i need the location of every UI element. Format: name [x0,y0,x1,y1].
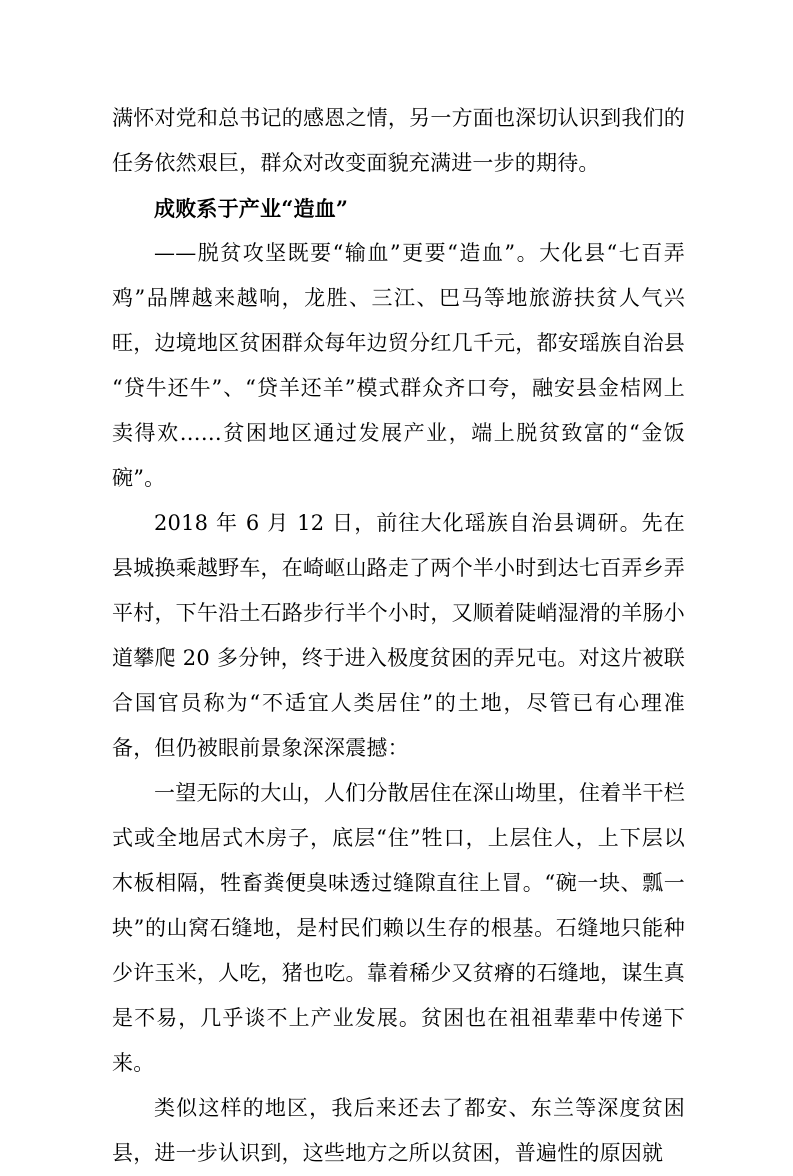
document-body [112,96,685,1176]
paragraph-similar-regions: 类似这样的地区，我后来还去了都安、东兰等深度贫困县，进一步认识到，这些地方之所以贫困，普遍性的原因就 [112,1096,685,1165]
paragraph-mountain-life: 一望无际的大山，人们分散居住在深山坳里，住着半干栏式或全地居式木房子，底层“住”牲口，上层住人，上下层以木板相隔，牲畜粪便臭味透过缝隙直往上冒。“碗一块、瓢一块”的山窝石缝地，是村民们赖以生存的根基。石缝地只能种少许玉米，人吃，猪也吃。靠着稀少又贫瘠的石缝地，谋生真是不易，几乎谈不上产业发展。贫困也在祖祖辈辈中传递下来。 [112,781,685,1075]
paragraph-intro: 满怀对党和总书记的感恩之情，另一方面也深切认识到我们的任务依然艰巨，群众对改变面貌充满进一步的期待。 [112,106,685,175]
paragraph-blood-transfusion: ——脱贫攻坚既要“输血”更要“造血”。大化县“七百弄鸡”品牌越来越响，龙胜、三江、巴马等地旅游扶贫人气兴旺，边境地区贫困群众每年边贸分红几千元，都安瑶族自治县“贷牛还牛”、“贷羊还羊”模式群众齐口夸，融安县金桔网上卖得欢……贫困地区通过发展产业，端上脱贫致富的“金饭碗”。 [112,241,685,490]
paragraph-dahua-survey: 2018 年 6 月 12 日，前往大化瑶族自治县调研。先在县城换乘越野车，在崎岖山路走了两个半小时到达七百弄乡弄平村，下午沿土石路步行半个小时，又顺着陡峭湿滑的羊肠小道攀爬 20 多分钟，终于进入极度贫困的弄兄屯。对这片被联合国官员称为“不适宜人类居住”的土地，尽管已有心理准备，但仍被眼前景象深深震撼： [112,511,685,760]
section-heading-industry: 成败系于产业“造血” [154,196,349,221]
